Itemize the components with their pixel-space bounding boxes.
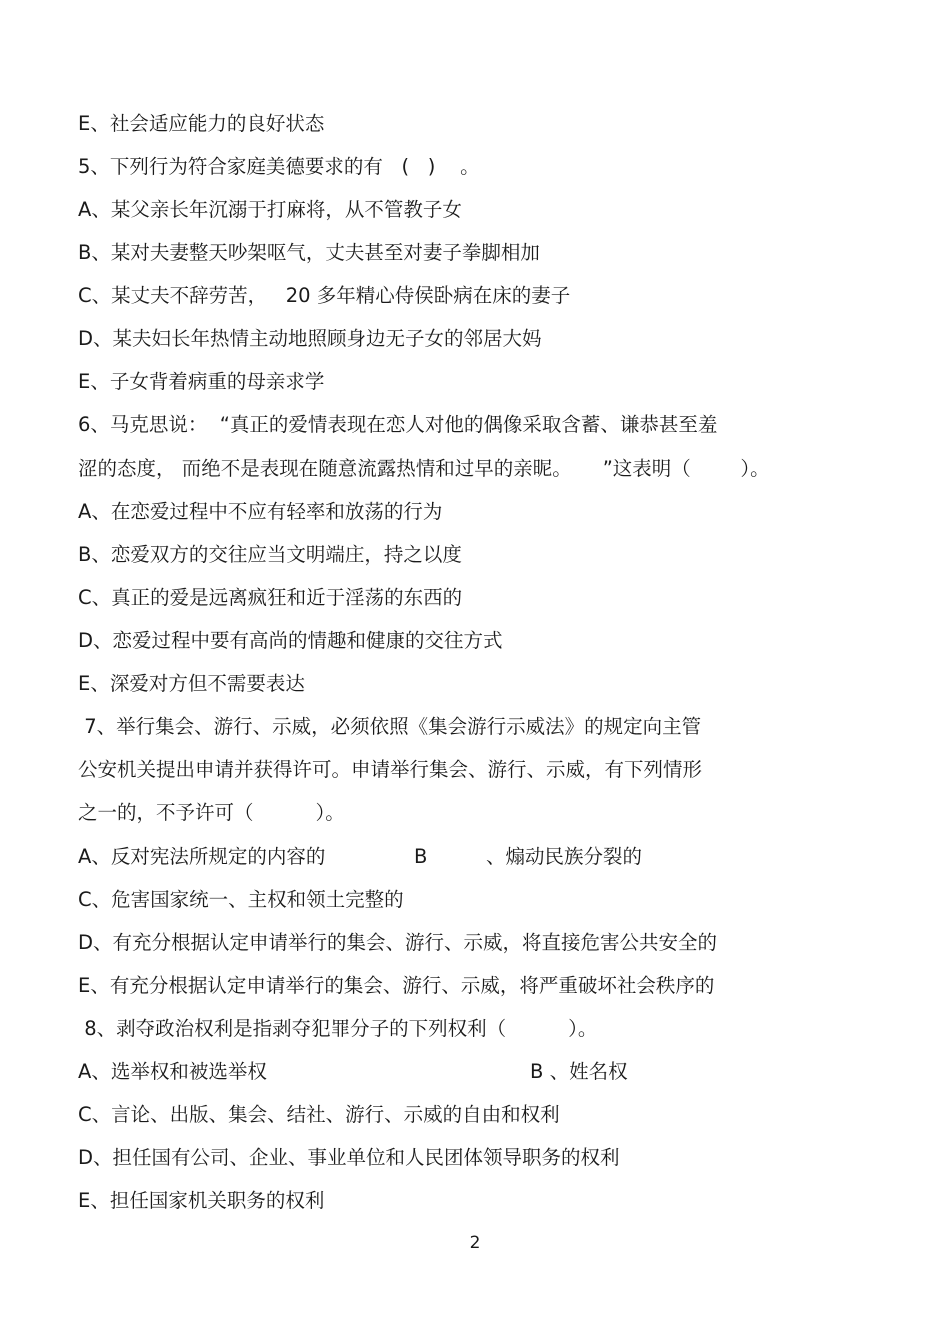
q6-option-b: B、恋爱双方的交往应当文明端庄，持之以度	[78, 543, 462, 566]
q6-option-d: D、恋爱过程中要有高尚的情趣和健康的交往方式	[78, 629, 503, 652]
q6-stem-line2: 涩的态度， 而绝不是表现在随意流露热情和过早的亲昵。 ”这表明（ ）。	[78, 457, 770, 480]
q5-option-c: C、某丈夫不辞劳苦， 20 多年精心侍侯卧病在床的妻子	[78, 284, 571, 307]
q7-stem-line3: 之一的，不予许可（ ）。	[78, 801, 345, 824]
q6-option-c: C、真正的爱是远离疯狂和近于淫荡的东西的	[78, 586, 463, 609]
q5-option-a: A、某父亲长年沉溺于打麻将，从不管教子女	[78, 198, 462, 221]
q6-option-a: A、在恋爱过程中不应有轻率和放荡的行为	[78, 500, 443, 523]
q8-option-d: D、担任国有公司、企业、事业单位和人民团体领导职务的权利	[78, 1146, 620, 1169]
q7-option-e: E、有充分根据认定申请举行的集会、游行、示威，将严重破坏社会秩序的	[78, 974, 715, 997]
q5-option-d: D、某夫妇长年热情主动地照顾身边无子女的邻居大妈	[78, 327, 542, 350]
q7-stem-line1: 7、举行集会、游行、示威，必须依照《集会游行示威法》的规定向主管	[78, 715, 702, 738]
q4-option-e: E、社会适应能力的良好状态	[78, 112, 325, 135]
q6-option-e: E、深爱对方但不需要表达	[78, 672, 305, 695]
q8-option-c: C、言论、出版、集会、结社、游行、示威的自由和权利	[78, 1103, 560, 1126]
q5-option-e: E、子女背着病重的母亲求学	[78, 370, 325, 393]
page-number: 2	[469, 1233, 481, 1253]
q7-option-b-letter: B	[414, 845, 428, 868]
q8-option-a: A、选举权和被选举权	[78, 1060, 267, 1083]
q8-option-e: E、担任国家机关职务的权利	[78, 1189, 325, 1212]
q7-option-a: A、反对宪法所规定的内容的	[78, 845, 326, 868]
q7-stem-line2: 公安机关提出申请并获得许可。申请举行集会、游行、示威，有下列情形	[78, 758, 703, 781]
q5-option-b: B、某对夫妻整天吵架呕气，丈夫甚至对妻子拳脚相加	[78, 241, 540, 264]
q8-option-b: B 、姓名权	[530, 1060, 628, 1083]
q7-option-d: D、有充分根据认定申请举行的集会、游行、示威，将直接危害公共安全的	[78, 931, 718, 954]
q7-option-c: C、危害国家统一、主权和领土完整的	[78, 888, 404, 911]
q5-stem: 5、下列行为符合家庭美德要求的有 ( ) 。	[78, 155, 480, 178]
q6-stem-line1: 6、马克思说： “真正的爱情表现在恋人对他的偶像采取含蓄、谦恭甚至羞	[78, 413, 718, 436]
q7-option-b-text: 、煽动民族分裂的	[486, 845, 643, 868]
q8-stem: 8、剥夺政治权利是指剥夺犯罪分子的下列权利（ ）。	[78, 1017, 598, 1040]
